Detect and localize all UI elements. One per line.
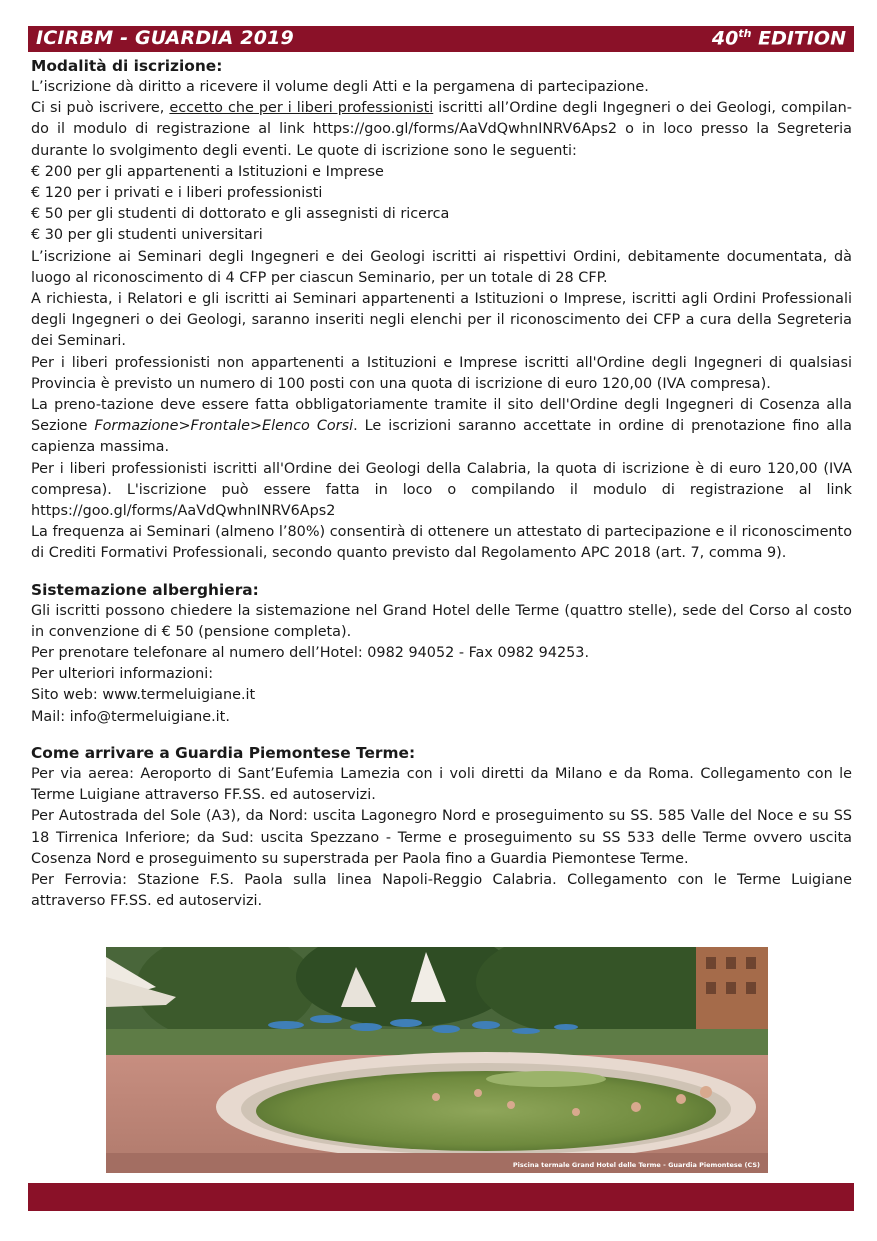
photo-caption: Piscina termale Grand Hotel delle Terme - Guardia Piemontese (CS) [512,1161,760,1169]
underlined-text: eccetto che per i liberi professionisti [169,100,434,117]
paragraph: L’iscrizione dà diritto a ricevere il volume degli Atti e la pergamena di partecipazione. [31,79,649,95]
fee-item: € 30 per gli studenti universitari [31,227,263,244]
paragraph-text: iscritti all’Ordine degli Ingegneri o dei Geologi, compilan-do il modulo di registrazione al link https://goo.gl/forms/AaVdQwhnINRV6Aps2 o in loco presso la Segreteria durante lo svolgimento degli eventi. Le quote di iscrizione sono le seguenti: [31,100,852,159]
header-bar [28,26,854,52]
paragraph-text: La preno-tazione deve essere fatta obbligatoriamente tramite il sito dell'Ordine degli Ingegneri di Cosenza alla Sezione [31,397,852,435]
paragraph: Per prenotare telefonare al numero dell’Hotel: 0982 94052 - Fax 0982 94253. [31,645,590,662]
fee-item: € 50 per gli studenti di dottorato e gli assegnisti di ricerca [31,206,450,223]
edition-label [712,27,846,49]
paragraph: Per ulteriori informazioni: [31,666,214,683]
pool-photo-illustration [106,947,768,1173]
edition-suffix: th [738,27,752,40]
paragraph-text: . Le iscrizioni saranno accettate in ordine di prenotazione fino alla capienza massima. [31,418,852,456]
edition-number: 40 [711,27,739,50]
section-modalita [31,56,852,565]
paragraph: Per via aerea: Aeroporto di Sant’Eufemia Lamezia con i voli diretti da Milano e da Roma. Collegamento con le Terme Luigiane attraverso FF.SS. ed autoservizi. [31,765,852,804]
pool-photo [106,947,768,1173]
paragraph: A richiesta, i Relatori e gli iscritti ai Seminari appartenenti a Istituzioni o Imprese, iscritti agli Ordini Professionali degli Ingegneri o dei Geologi, saranno inseriti negli elenchi per il riconoscimento dei CFP a cura della Segreteria dei Seminari. [31,291,852,350]
paragraph [31,395,852,459]
paragraph: L’iscrizione ai Seminari degli Ingegneri e dei Geologi iscritti ai rispettivi Ordini, debitamente documentata, dà luogo al riconoscimento di 4 CFP per ciascun Seminario, per un totale di 28 CFP. [31,248,852,286]
italic-text: Formazione>Frontale>Elenco Corsi [94,418,354,435]
paragraph: Mail: info@termeluigiane.it. [31,708,230,725]
fee-item: € 120 per i privati e i liberi professionisti [31,185,323,202]
section-arrivare [31,743,852,912]
section-title-alberghiera: Sistemazione alberghiera: [31,580,259,599]
conference-title: ICIRBM - GUARDIA 2019 [36,27,294,49]
paragraph: Per i liberi professionisti iscritti all'Ordine dei Geologi della Calabria, la quota di iscrizione è di euro 120,00 (IVA compresa). L'iscrizione può essere fatta in loco o compilando il modulo di registrazione al link https://goo.gl/forms/AaVdQwhnINRV6Aps2 [31,460,852,520]
footer-bar [28,1183,854,1211]
paragraph: Sito web: www.termeluigiane.it [31,687,256,704]
paragraph-text: Ci si può iscrivere, [31,100,170,117]
paragraph: Per Autostrada del Sole (A3), da Nord: uscita Lagonegro Nord e proseguimento su SS. 585 Valle del Noce e su SS 18 Tirrenica Inferiore; da Sud: uscita Spezzano - Terme e proseguimento su SS 533 delle Terme ovvero uscita Cosenza Nord e proseguimento su superstrada per Paola fino a Guardia Piemontese Terme. [31,808,852,867]
paragraph [31,98,852,162]
paragraph: La frequenza ai Seminari (almeno l’80%) consentirà di ottenere un attestato di partecipazione e il riconoscimento di Crediti Formativi Professionali, secondo quanto previsto dal Regolamento APC 2018 (art. 7, comma 9). [31,524,852,562]
section-title-arrivare: Come arrivare a Guardia Piemontese Terme: [31,743,416,762]
paragraph: Gli iscritti possono chiedere la sistemazione nel Grand Hotel delle Terme (quattro stelle), sede del Corso al costo in convenzione di € 50 (pensione completa). [31,602,852,640]
paragraph: Per Ferrovia: Stazione F.S. Paola sulla linea Napoli-Reggio Calabria. Collegamento con le Terme Luigiane attraverso FF.SS. ed autoservizi. [31,871,852,910]
section-title-modalita: Modalità di iscrizione: [31,57,223,75]
page-content [31,56,852,927]
edition-word: EDITION [751,27,846,50]
fee-item: € 200 per gli appartenenti a Istituzioni e Imprese [31,163,384,180]
section-alberghiera [31,580,852,728]
paragraph: Per i liberi professionisti non appartenenti a Istituzioni e Imprese iscritti all'Ordine degli Ingegneri di qualsiasi Provincia è previsto un numero di 100 posti con una quota di iscrizione di euro 120,00 (IVA compresa). [31,354,852,392]
